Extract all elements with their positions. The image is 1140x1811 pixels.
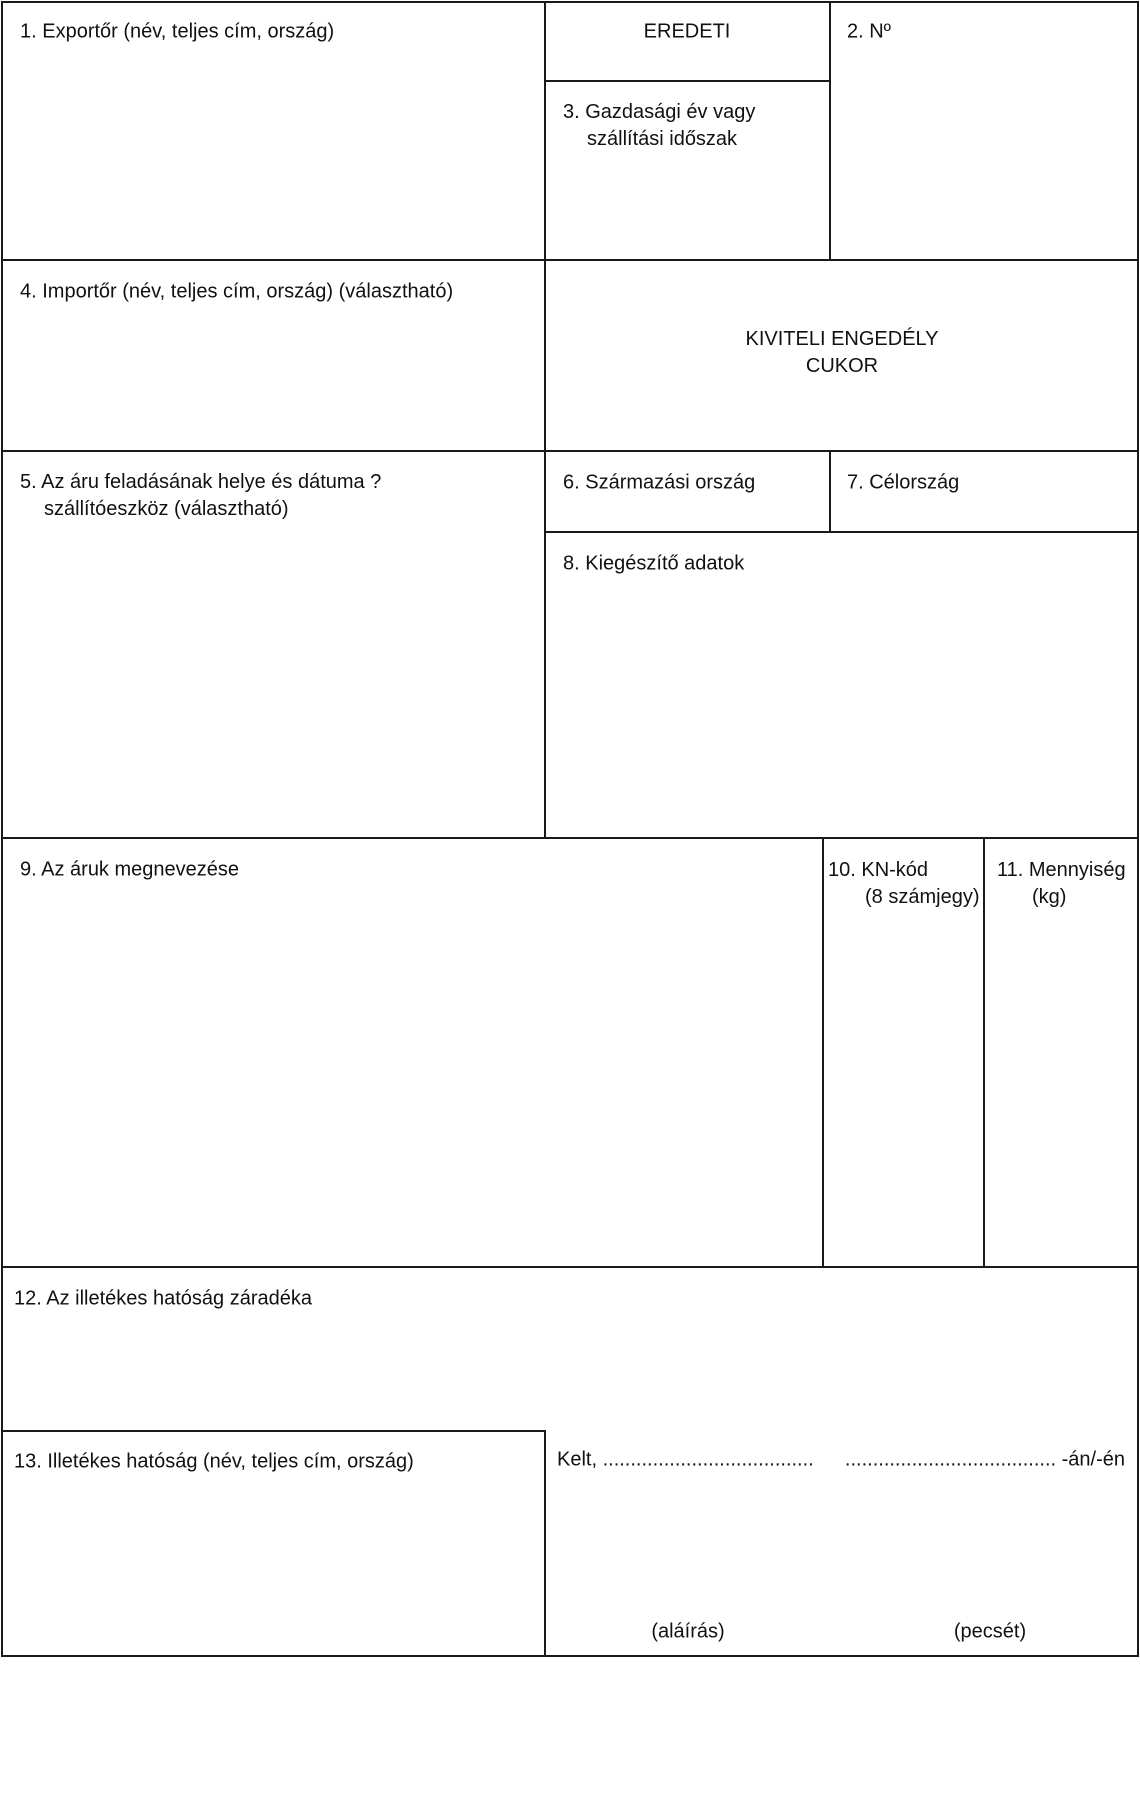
period-line-2: szállítási időszak [587,128,738,150]
stamp-label: (pecsét) [953,1620,1027,1643]
dispatch-line-2: szállítóeszköz (választható) [44,498,289,520]
additional-data-label: 8. Kiegészítő adatok [563,552,745,575]
signature-label: (aláírás) [651,1620,725,1643]
number-label: 2. Nº [847,20,891,43]
quantity-line-2: (kg) [1032,886,1067,908]
divider [1,837,1139,839]
divider [544,1,546,838]
cn-code-label [828,857,979,911]
competent-authority-label: 13. Illetékes hatóság (név, teljes cím, ország) [14,1450,414,1473]
border-bottom [1,1655,1139,1657]
destination-country-label: 7. Célország [847,471,960,494]
cn-code-line-1: 10. KN-kód [828,859,929,881]
divider [829,450,831,532]
authority-endorsement-label: 12. Az illetékes hatóság záradéka [14,1287,312,1310]
divider [544,1430,546,1656]
divider [544,80,830,82]
importer-label: 4. Importőr (név, teljes cím, ország) (választható) [20,280,454,303]
divider [829,1,831,260]
kelt-place-field: Kelt, ...................................... [557,1448,814,1471]
quantity-label [997,857,1126,911]
divider [1,450,1139,452]
dispatch-line-1: 5. Az áru feladásának helye és dátuma ? [20,471,382,493]
border-top [1,1,1139,3]
divider [544,531,1139,533]
divider [1,1430,546,1432]
divider [1,1266,1139,1268]
divider [983,837,985,1267]
exporter-label: 1. Exportőr (név, teljes cím, ország) [20,20,335,43]
title-line-2: CUKOR [805,355,879,377]
quantity-line-1: 11. Mennyiség [997,859,1126,881]
form-title [745,326,938,380]
period-label [563,99,755,153]
border-right [1137,1,1139,1656]
divider [1,259,1139,261]
goods-description-label: 9. Az áruk megnevezése [20,858,240,881]
divider [822,837,824,1267]
original-label: EREDETI [643,20,731,43]
border-left [1,1,3,1656]
cn-code-line-2: (8 számjegy) [865,886,980,908]
origin-country-label: 6. Származási ország [563,471,756,494]
date-field: ...................................... -án/-én [844,1448,1125,1471]
title-line-1: KIVITELI ENGEDÉLY [745,328,939,350]
dispatch-label [20,469,381,523]
period-line-1: 3. Gazdasági év vagy [563,101,756,123]
